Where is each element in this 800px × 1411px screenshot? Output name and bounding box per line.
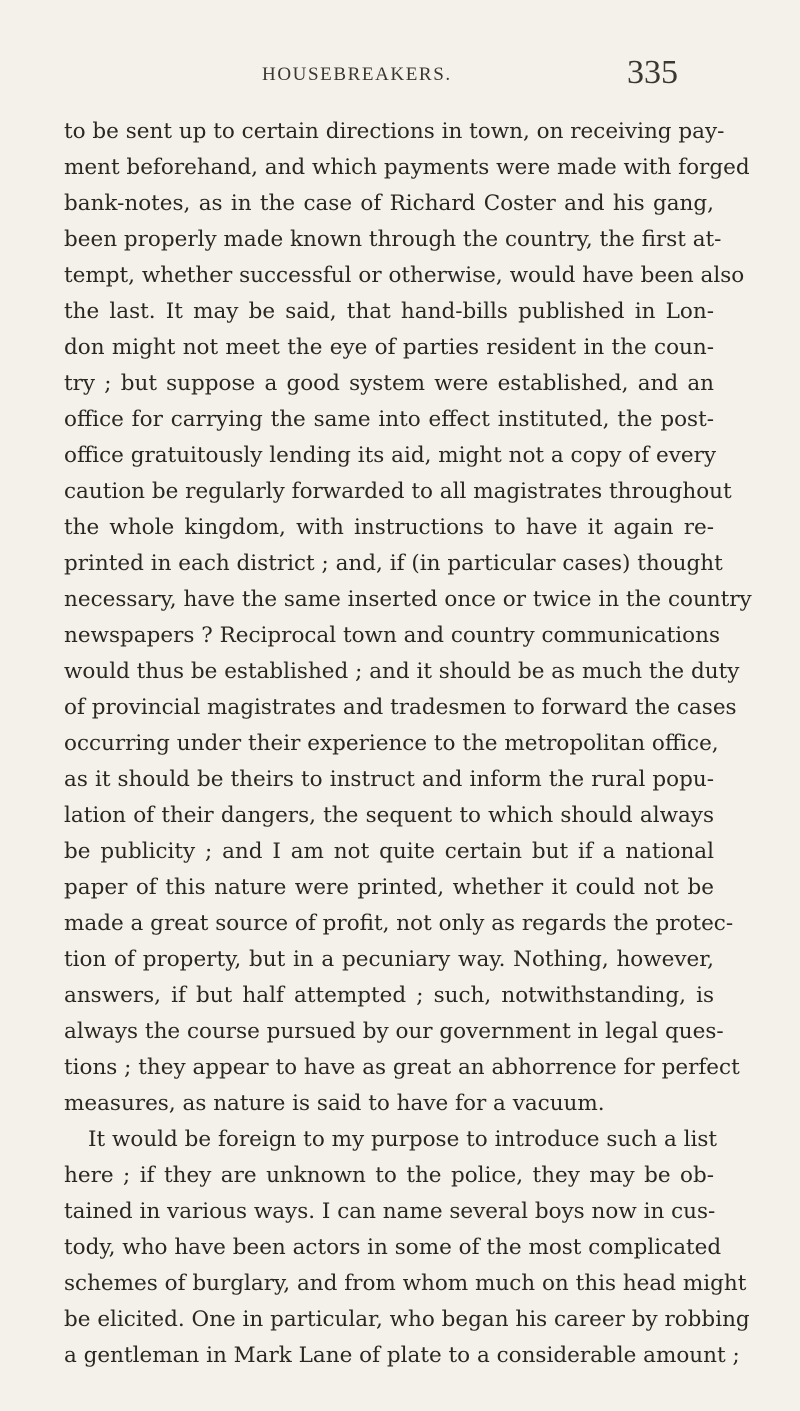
running-title: HOUSEBREAKERS. <box>262 64 452 85</box>
text-line: made a great source of profit, not only as regards the protec- <box>64 911 734 936</box>
text-line: office gratuitously lending its aid, might not a copy of every <box>64 443 717 468</box>
running-head <box>0 54 800 94</box>
text-line: answers, if but half attempted ; such, notwithstanding, is <box>64 983 714 1008</box>
text-line: lation of their dangers, the sequent to which should always <box>64 803 714 828</box>
text-line: try ; but suppose a good system were established, and an <box>64 371 714 396</box>
text-line: caution be regularly forwarded to all magistrates throughout <box>64 479 732 504</box>
text-line: tained in various ways. I can name several boys now in cus- <box>64 1199 716 1224</box>
text-line: of provincial magistrates and tradesmen to forward the cases <box>64 695 737 720</box>
text-line: schemes of burglary, and from whom much on this head might <box>64 1271 747 1296</box>
text-line: tempt, whether successful or otherwise, would have been also <box>64 263 745 288</box>
page-number: 335 <box>627 54 678 91</box>
text-line: be elicited. One in particular, who began his career by robbing <box>64 1307 750 1332</box>
text-line: tions ; they appear to have as great an abhorrence for perfect <box>64 1055 740 1080</box>
text-line: be publicity ; and I am not quite certain but if a national <box>64 839 714 864</box>
text-line: measures, as nature is said to have for a vacuum. <box>64 1091 605 1116</box>
text-line: always the course pursued by our government in legal ques- <box>64 1019 724 1044</box>
text-line: printed in each district ; and, if (in particular cases) thought <box>64 551 723 576</box>
text-line: office for carrying the same into effect instituted, the post- <box>64 407 714 432</box>
text-line: been properly made known through the country, the first at- <box>64 227 722 252</box>
text-line: necessary, have the same inserted once or twice in the country <box>64 587 752 612</box>
text-line: ment beforehand, and which payments were made with forged <box>64 155 750 180</box>
text-line: occurring under their experience to the metropolitan office, <box>64 731 719 756</box>
text-line: a gentleman in Mark Lane of plate to a considerable amount ; <box>64 1343 740 1368</box>
text-line: tody, who have been actors in some of the most complicated <box>64 1235 722 1260</box>
text-line: bank-notes, as in the case of Richard Coster and his gang, <box>64 191 714 216</box>
text-line: as it should be theirs to instruct and inform the rural popu- <box>64 767 714 792</box>
body-text <box>64 114 752 1374</box>
text-line: tion of property, but in a pecuniary way. Nothing, however, <box>64 947 714 972</box>
text-line: here ; if they are unknown to the police, they may be ob- <box>64 1163 714 1188</box>
text-line: It would be foreign to my purpose to introduce such a list <box>88 1127 718 1152</box>
text-line: the whole kingdom, with instructions to have it again re- <box>64 515 714 540</box>
text-line: don might not meet the eye of parties resident in the coun- <box>64 335 714 360</box>
text-line: the last. It may be said, that hand-bills published in Lon- <box>64 299 714 324</box>
text-line: paper of this nature were printed, whether it could not be <box>64 875 714 900</box>
text-line: to be sent up to certain directions in town, on receiving pay- <box>64 119 725 144</box>
text-line: would thus be established ; and it should be as much the duty <box>64 659 740 684</box>
text-line: newspapers ? Reciprocal town and country communications <box>64 623 721 648</box>
